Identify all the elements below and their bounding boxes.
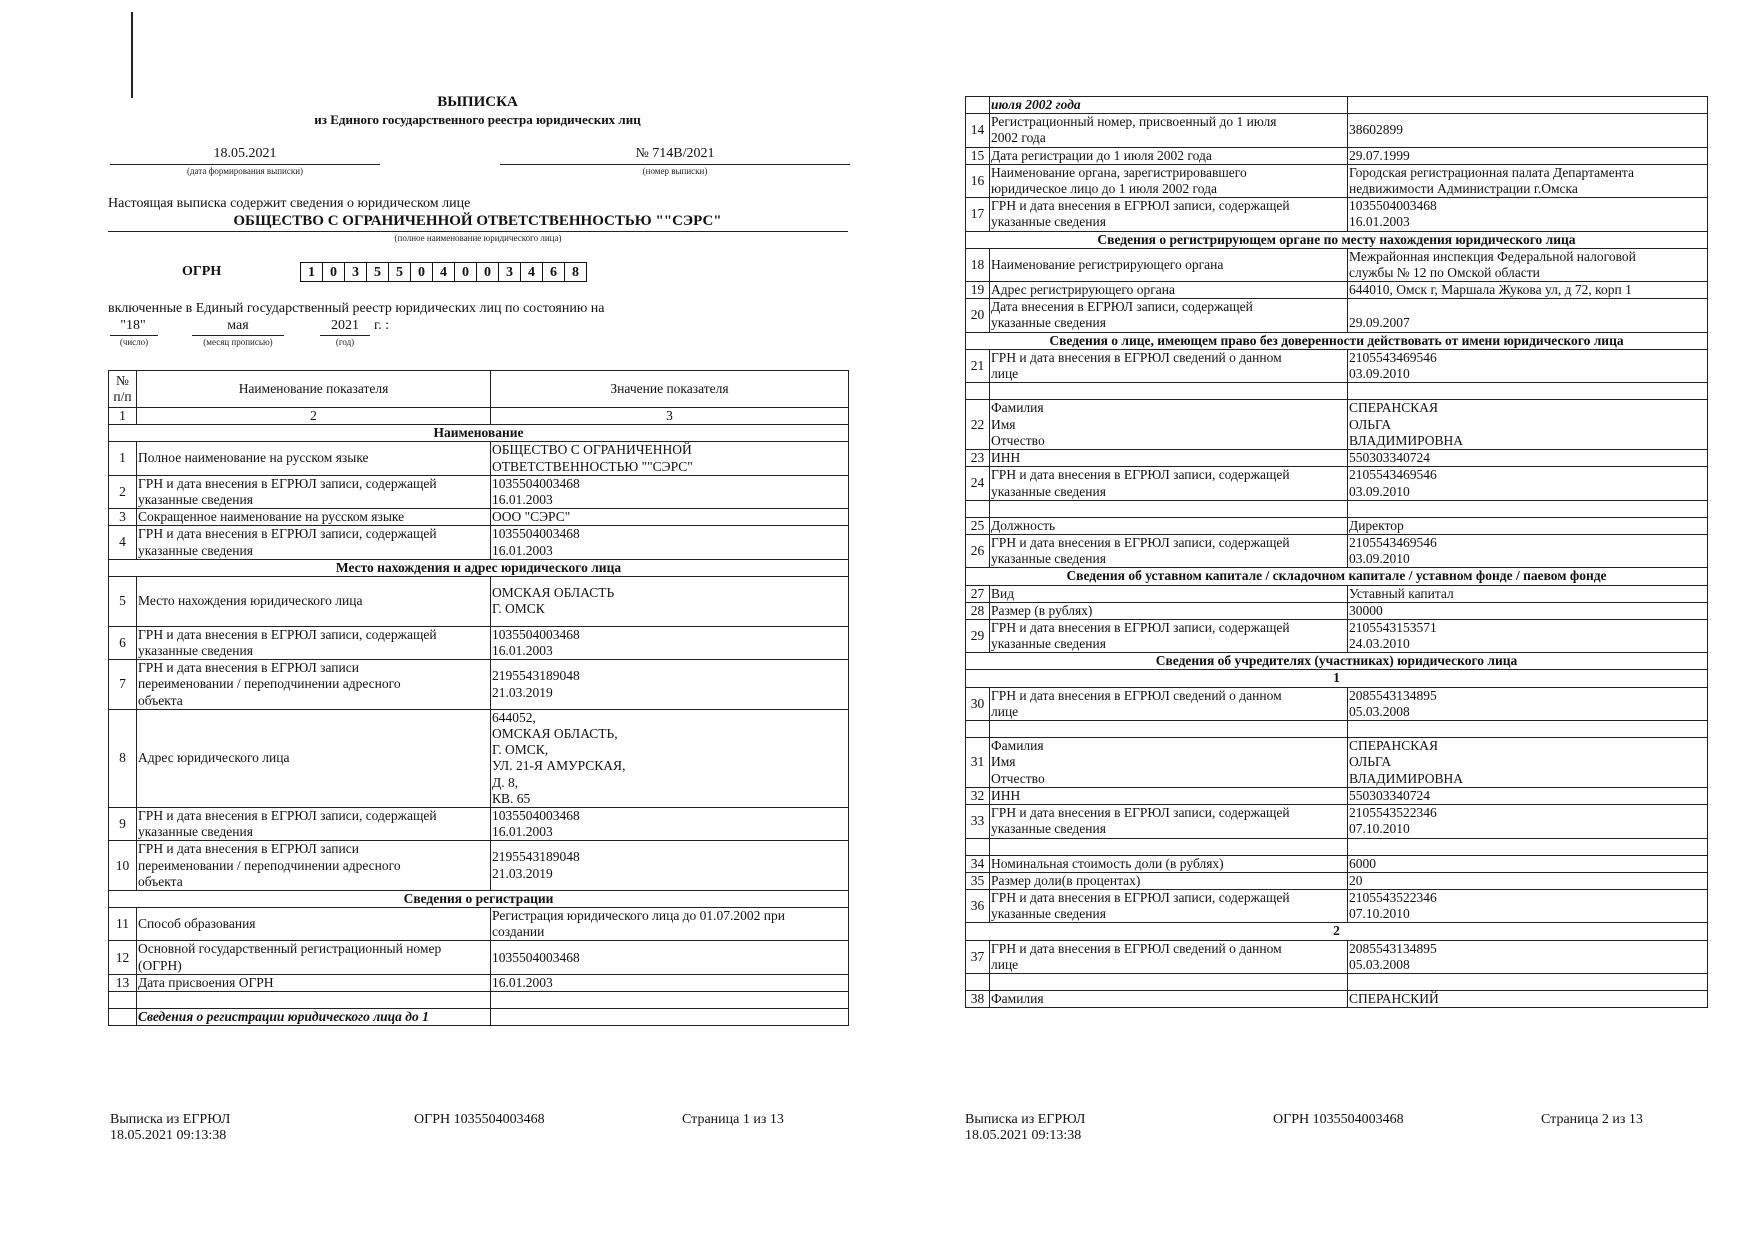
indicator-name: Дата присвоения ОГРН <box>137 974 491 991</box>
table-row <box>966 534 1708 567</box>
ogrn-digit: 0 <box>411 262 433 282</box>
row-number: 1 <box>109 442 137 475</box>
row-number: 8 <box>109 709 137 807</box>
indicator-value: 1035504003468 <box>491 941 849 974</box>
table-row <box>966 855 1708 872</box>
footer-page-number: Страница 2 из 13 <box>1541 1112 1643 1127</box>
row-number: 6 <box>109 626 137 659</box>
section-title: Наименование <box>109 425 849 442</box>
row-number: 11 <box>109 908 137 941</box>
indicator-name: Регистрационный номер, присвоенный до 1 июля 2002 года <box>990 114 1348 147</box>
indicator-value: 29.07.1999 <box>1348 147 1708 164</box>
empty-cell <box>1348 973 1708 990</box>
indicator-value: 20 <box>1348 872 1708 889</box>
indicator-value: ОМСКАЯ ОБЛАСТЬ Г. ОМСК <box>491 576 849 626</box>
footer-ogrn: ОГРН 1035504003468 <box>1273 1112 1404 1127</box>
row-number: 31 <box>966 738 990 788</box>
indicator-name: Место нахождения юридического лица <box>137 576 491 626</box>
section-header-row <box>966 653 1708 670</box>
blank-row <box>966 721 1708 738</box>
row-number: 30 <box>966 687 990 720</box>
empty-cell <box>966 973 990 990</box>
section-header-row <box>966 332 1708 349</box>
row-number: 23 <box>966 450 990 467</box>
indicator-name: ГРН и дата внесения в ЕГРЮЛ сведений о данном лице <box>990 687 1348 720</box>
indicator-name: Фамилия Имя Отчество <box>990 738 1348 788</box>
org-full-name: ОБЩЕСТВО С ОГРАНИЧЕННОЙ ОТВЕТСТВЕННОСТЬЮ ""СЭРС" <box>233 213 722 229</box>
indicator-name: ИНН <box>990 450 1348 467</box>
row-number: 37 <box>966 940 990 973</box>
indicator-name: ГРН и дата внесения в ЕГРЮЛ записи переименовании / переподчинении адресного объекта <box>137 660 491 710</box>
indicator-name: Сокращенное наименование на русском языке <box>137 509 491 526</box>
empty-cell <box>1348 97 1708 114</box>
section-title: Место нахождения и адрес юридического лица <box>109 559 849 576</box>
table-row <box>966 517 1708 534</box>
row-number: 35 <box>966 872 990 889</box>
section-title: Сведения об учредителях (участниках) юридического лица <box>966 653 1708 670</box>
row-number: 7 <box>109 660 137 710</box>
row-number: 12 <box>109 941 137 974</box>
indicator-value: СПЕРАНСКАЯ ОЛЬГА ВЛАДИМИРОВНА <box>1348 400 1708 450</box>
row-number: 36 <box>966 889 990 922</box>
extract-date: 18.05.2021 <box>213 146 277 161</box>
table-row <box>109 626 849 659</box>
indicator-value: 2105543469546 03.09.2010 <box>1348 467 1708 500</box>
header-indicator-value: Значение показателя <box>491 371 849 408</box>
table-row <box>109 709 849 807</box>
indicator-value: ООО "СЭРС" <box>491 509 849 526</box>
egrul-table-page-1 <box>108 370 849 1026</box>
table-row <box>109 941 849 974</box>
ogrn-digit: 5 <box>389 262 411 282</box>
indicator-name: Дата регистрации до 1 июля 2002 года <box>990 147 1348 164</box>
table-row <box>966 114 1708 147</box>
section-title: 2 <box>966 923 1708 940</box>
indicator-name: ГРН и дата внесения в ЕГРЮЛ записи, содержащей указанные сведения <box>990 198 1348 231</box>
date-day-line <box>110 335 158 336</box>
table-row <box>966 687 1708 720</box>
subsection-title: июля 2002 года <box>990 97 1348 114</box>
indicator-name: Адрес регистрирующего органа <box>990 282 1348 299</box>
indicator-name: Адрес юридического лица <box>137 709 491 807</box>
ogrn-digit: 5 <box>367 262 389 282</box>
date-month: мая <box>227 318 249 333</box>
blank-row <box>966 973 1708 990</box>
indicator-name: ГРН и дата внесения в ЕГРЮЛ сведений о данном лице <box>990 349 1348 382</box>
footer-source: Выписка из ЕГРЮЛ 18.05.2021 09:13:38 <box>110 1112 231 1143</box>
indicator-name: Наименование регистрирующего органа <box>990 248 1348 281</box>
empty-cell <box>1348 383 1708 400</box>
indicator-value: 30000 <box>1348 602 1708 619</box>
indicator-value: 1035504003468 16.01.2003 <box>1348 198 1708 231</box>
indicator-value: 38602899 <box>1348 114 1708 147</box>
extract-number-caption: (номер выписки) <box>642 166 708 176</box>
blank-row <box>966 500 1708 517</box>
indicator-name: ГРН и дата внесения в ЕГРЮЛ записи, содержащей указанные сведения <box>137 526 491 559</box>
row-number: 14 <box>966 114 990 147</box>
extract-date-line <box>110 164 380 165</box>
indicator-value: СПЕРАНСКАЯ ОЛЬГА ВЛАДИМИРОВНА <box>1348 738 1708 788</box>
date-year-caption: (год) <box>335 337 355 347</box>
indicator-value: 16.01.2003 <box>491 974 849 991</box>
date-year-line <box>320 335 370 336</box>
row-number: 2 <box>109 475 137 508</box>
scan-artifact-line <box>131 12 133 98</box>
table-row <box>966 738 1708 788</box>
intro-text: Настоящая выписка содержит сведения о юридическом лице <box>108 196 471 211</box>
ogrn-digit: 8 <box>565 262 587 282</box>
table-row <box>966 299 1708 332</box>
indicator-value: 644052, ОМСКАЯ ОБЛАСТЬ, Г. ОМСК, УЛ. 21-Я АМУРСКАЯ, Д. 8, КВ. 65 <box>491 709 849 807</box>
empty-cell <box>491 1009 849 1026</box>
extract-number: № 714В/2021 <box>635 146 715 161</box>
table-row <box>966 147 1708 164</box>
empty-cell <box>966 383 990 400</box>
table-row <box>966 940 1708 973</box>
empty-cell <box>109 992 137 1009</box>
ogrn-digit-boxes <box>300 262 587 282</box>
table-row <box>109 974 849 991</box>
row-number: 34 <box>966 855 990 872</box>
header-number: № п/п <box>109 371 137 408</box>
table-row <box>966 805 1708 838</box>
table-row <box>966 164 1708 197</box>
header-indicator-name: Наименование показателя <box>137 371 491 408</box>
empty-cell <box>109 1009 137 1026</box>
row-number: 21 <box>966 349 990 382</box>
indicator-value: Уставный капитал <box>1348 585 1708 602</box>
ogrn-digit: 4 <box>433 262 455 282</box>
indicator-value: 550303340724 <box>1348 788 1708 805</box>
indicator-name: Способ образования <box>137 908 491 941</box>
empty-cell <box>990 721 1348 738</box>
row-number: 29 <box>966 619 990 652</box>
table-header-row <box>109 371 849 408</box>
table-row <box>966 349 1708 382</box>
empty-cell <box>1348 721 1708 738</box>
column-index-1: 1 <box>109 408 137 425</box>
row-number: 17 <box>966 198 990 231</box>
indicator-value: 2105543522346 07.10.2010 <box>1348 889 1708 922</box>
row-number: 28 <box>966 602 990 619</box>
row-number: 15 <box>966 147 990 164</box>
table-column-index-row <box>109 408 849 425</box>
date-year-suffix: г. : <box>374 318 390 333</box>
indicator-name: ГРН и дата внесения в ЕГРЮЛ записи переименовании / переподчинении адресного объекта <box>137 841 491 891</box>
table-row <box>966 602 1708 619</box>
document-title: ВЫПИСКА <box>437 94 518 110</box>
row-number: 19 <box>966 282 990 299</box>
section-title: Сведения о лице, имеющем право без доверенности действовать от имени юридического лица <box>966 332 1708 349</box>
table-row <box>966 585 1708 602</box>
included-text: включенные в Единый государственный реестр юридических лиц по состоянию на <box>108 301 605 316</box>
column-index-2: 2 <box>137 408 491 425</box>
indicator-value: 2085543134895 05.03.2008 <box>1348 687 1708 720</box>
section-header-row <box>109 890 849 907</box>
italic-subsection-row <box>109 1009 849 1026</box>
document-subtitle: из Единого государственного реестра юридических лиц <box>314 112 641 127</box>
empty-cell <box>990 838 1348 855</box>
indicator-value: 2085543134895 05.03.2008 <box>1348 940 1708 973</box>
ogrn-digit: 0 <box>455 262 477 282</box>
indicator-value: Межрайонная инспекция Федеральной налоговой службы № 12 по Омской области <box>1348 248 1708 281</box>
row-number: 32 <box>966 788 990 805</box>
row-number: 33 <box>966 805 990 838</box>
org-name-caption: (полное наименование юридического лица) <box>394 233 562 243</box>
indicator-value: 2105543469546 03.09.2010 <box>1348 534 1708 567</box>
ogrn-digit: 3 <box>345 262 367 282</box>
indicator-value: Регистрация юридического лица до 01.07.2002 при создании <box>491 908 849 941</box>
column-index-3: 3 <box>491 408 849 425</box>
indicator-name: Размер (в рублях) <box>990 602 1348 619</box>
italic-subsection-row <box>966 97 1708 114</box>
table-row <box>109 442 849 475</box>
indicator-name: ГРН и дата внесения в ЕГРЮЛ записи, содержащей указанные сведения <box>990 805 1348 838</box>
table-row <box>966 788 1708 805</box>
empty-cell <box>491 992 849 1009</box>
indicator-name: Фамилия Имя Отчество <box>990 400 1348 450</box>
egrul-table-page-2 <box>965 96 1708 1008</box>
table-row <box>966 619 1708 652</box>
indicator-name: ИНН <box>990 788 1348 805</box>
section-title: 1 <box>966 670 1708 687</box>
blank-row <box>966 383 1708 400</box>
ogrn-digit: 1 <box>301 262 323 282</box>
table-row <box>109 475 849 508</box>
indicator-name: ГРН и дата внесения в ЕГРЮЛ сведений о данном лице <box>990 940 1348 973</box>
indicator-value: 1035504003468 16.01.2003 <box>491 807 849 840</box>
indicator-value: 2105543469546 03.09.2010 <box>1348 349 1708 382</box>
indicator-value: 29.09.2007 <box>1348 299 1708 332</box>
empty-cell <box>1348 500 1708 517</box>
table-row <box>966 450 1708 467</box>
section-header-row <box>966 923 1708 940</box>
table-row <box>966 990 1708 1007</box>
indicator-name: ГРН и дата внесения в ЕГРЮЛ записи, содержащей указанные сведения <box>990 889 1348 922</box>
page-2 <box>877 0 1754 1240</box>
indicator-name: Основной государственный регистрационный номер (ОГРН) <box>137 941 491 974</box>
table-row <box>966 248 1708 281</box>
date-month-line <box>192 335 284 336</box>
indicator-name: Должность <box>990 517 1348 534</box>
row-number: 13 <box>109 974 137 991</box>
section-header-row <box>109 559 849 576</box>
indicator-name: ГРН и дата внесения в ЕГРЮЛ записи, содержащей указанные сведения <box>990 534 1348 567</box>
indicator-value: Директор <box>1348 517 1708 534</box>
empty-cell <box>990 500 1348 517</box>
indicator-value: 1035504003468 16.01.2003 <box>491 526 849 559</box>
row-number: 20 <box>966 299 990 332</box>
indicator-value: ОБЩЕСТВО С ОГРАНИЧЕННОЙ ОТВЕТСТВЕННОСТЬЮ ""СЭРС" <box>491 442 849 475</box>
row-number: 9 <box>109 807 137 840</box>
table-row <box>966 467 1708 500</box>
ogrn-digit: 3 <box>499 262 521 282</box>
ogrn-label: ОГРН <box>182 264 222 279</box>
indicator-name: Фамилия <box>990 990 1348 1007</box>
indicator-value: Городская регистрационная палата Департамента недвижимости Администрации г.Омска <box>1348 164 1708 197</box>
indicator-name: ГРН и дата внесения в ЕГРЮЛ записи, содержащей указанные сведения <box>137 475 491 508</box>
blank-row <box>966 838 1708 855</box>
section-title: Сведения о регистрации <box>109 890 849 907</box>
date-month-caption: (месяц прописью) <box>203 337 273 347</box>
ogrn-digit: 4 <box>521 262 543 282</box>
empty-cell <box>990 973 1348 990</box>
org-name-line <box>108 231 848 232</box>
indicator-value: 550303340724 <box>1348 450 1708 467</box>
row-number: 25 <box>966 517 990 534</box>
row-number: 3 <box>109 509 137 526</box>
blank-row <box>109 992 849 1009</box>
indicator-value: 1035504003468 16.01.2003 <box>491 475 849 508</box>
row-number: 5 <box>109 576 137 626</box>
row-number: 4 <box>109 526 137 559</box>
row-number: 24 <box>966 467 990 500</box>
empty-cell <box>990 383 1348 400</box>
row-number: 10 <box>109 841 137 891</box>
date-day-caption: (число) <box>119 337 149 347</box>
indicator-value: 2195543189048 21.03.2019 <box>491 841 849 891</box>
table-row <box>966 282 1708 299</box>
section-header-row <box>966 568 1708 585</box>
table-row <box>109 576 849 626</box>
extract-date-caption: (дата формирования выписки) <box>186 166 304 176</box>
indicator-value: 2195543189048 21.03.2019 <box>491 660 849 710</box>
indicator-name: Размер доли(в процентах) <box>990 872 1348 889</box>
row-number: 27 <box>966 585 990 602</box>
row-number: 26 <box>966 534 990 567</box>
table-row <box>966 400 1708 450</box>
empty-cell <box>966 721 990 738</box>
section-header-row <box>966 670 1708 687</box>
empty-cell <box>137 992 491 1009</box>
indicator-name: ГРН и дата внесения в ЕГРЮЛ записи, содержащей указанные сведения <box>137 807 491 840</box>
indicator-value: 1035504003468 16.01.2003 <box>491 626 849 659</box>
section-header-row <box>966 231 1708 248</box>
indicator-name: ГРН и дата внесения в ЕГРЮЛ записи, содержащей указанные сведения <box>990 619 1348 652</box>
section-header-row <box>109 425 849 442</box>
date-day: "18" <box>120 318 146 333</box>
footer-ogrn: ОГРН 1035504003468 <box>414 1112 545 1127</box>
row-number: 22 <box>966 400 990 450</box>
table-row <box>109 509 849 526</box>
section-title: Сведения об уставном капитале / складочном капитале / уставном фонде / паевом фонде <box>966 568 1708 585</box>
indicator-name: Наименование органа, зарегистрировавшего юридическое лицо до 1 июля 2002 года <box>990 164 1348 197</box>
table-row <box>109 841 849 891</box>
indicator-name: Дата внесения в ЕГРЮЛ записи, содержащей указанные сведения <box>990 299 1348 332</box>
table-row <box>109 908 849 941</box>
ogrn-digit: 0 <box>323 262 345 282</box>
row-number: 38 <box>966 990 990 1007</box>
row-number: 16 <box>966 164 990 197</box>
indicator-value: 6000 <box>1348 855 1708 872</box>
indicator-name: Полное наименование на русском языке <box>137 442 491 475</box>
indicator-name: ГРН и дата внесения в ЕГРЮЛ записи, содержащей указанные сведения <box>990 467 1348 500</box>
ogrn-digit: 0 <box>477 262 499 282</box>
indicator-value: 2105543522346 07.10.2010 <box>1348 805 1708 838</box>
date-year: 2021 <box>331 318 359 333</box>
table-row <box>109 807 849 840</box>
indicator-name: Номинальная стоимость доли (в рублях) <box>990 855 1348 872</box>
indicator-value: 2105543153571 24.03.2010 <box>1348 619 1708 652</box>
indicator-name: ГРН и дата внесения в ЕГРЮЛ записи, содержащей указанные сведения <box>137 626 491 659</box>
ogrn-digit: 6 <box>543 262 565 282</box>
indicator-name: Вид <box>990 585 1348 602</box>
table-row <box>109 526 849 559</box>
empty-cell <box>966 838 990 855</box>
footer-page-number: Страница 1 из 13 <box>682 1112 784 1127</box>
footer-source: Выписка из ЕГРЮЛ 18.05.2021 09:13:38 <box>965 1112 1086 1143</box>
table-row <box>109 660 849 710</box>
row-number: 18 <box>966 248 990 281</box>
empty-cell <box>966 500 990 517</box>
empty-cell <box>1348 838 1708 855</box>
indicator-value: СПЕРАНСКИЙ <box>1348 990 1708 1007</box>
extract-number-line <box>500 164 850 165</box>
table-row <box>966 198 1708 231</box>
subsection-title: Сведения о регистрации юридического лица до 1 <box>137 1009 491 1026</box>
table-row <box>966 872 1708 889</box>
indicator-value: 644010, Омск г, Маршала Жукова ул, д 72, корп 1 <box>1348 282 1708 299</box>
section-title: Сведения о регистрирующем органе по месту нахождения юридического лица <box>966 231 1708 248</box>
empty-cell <box>966 97 990 114</box>
table-row <box>966 889 1708 922</box>
